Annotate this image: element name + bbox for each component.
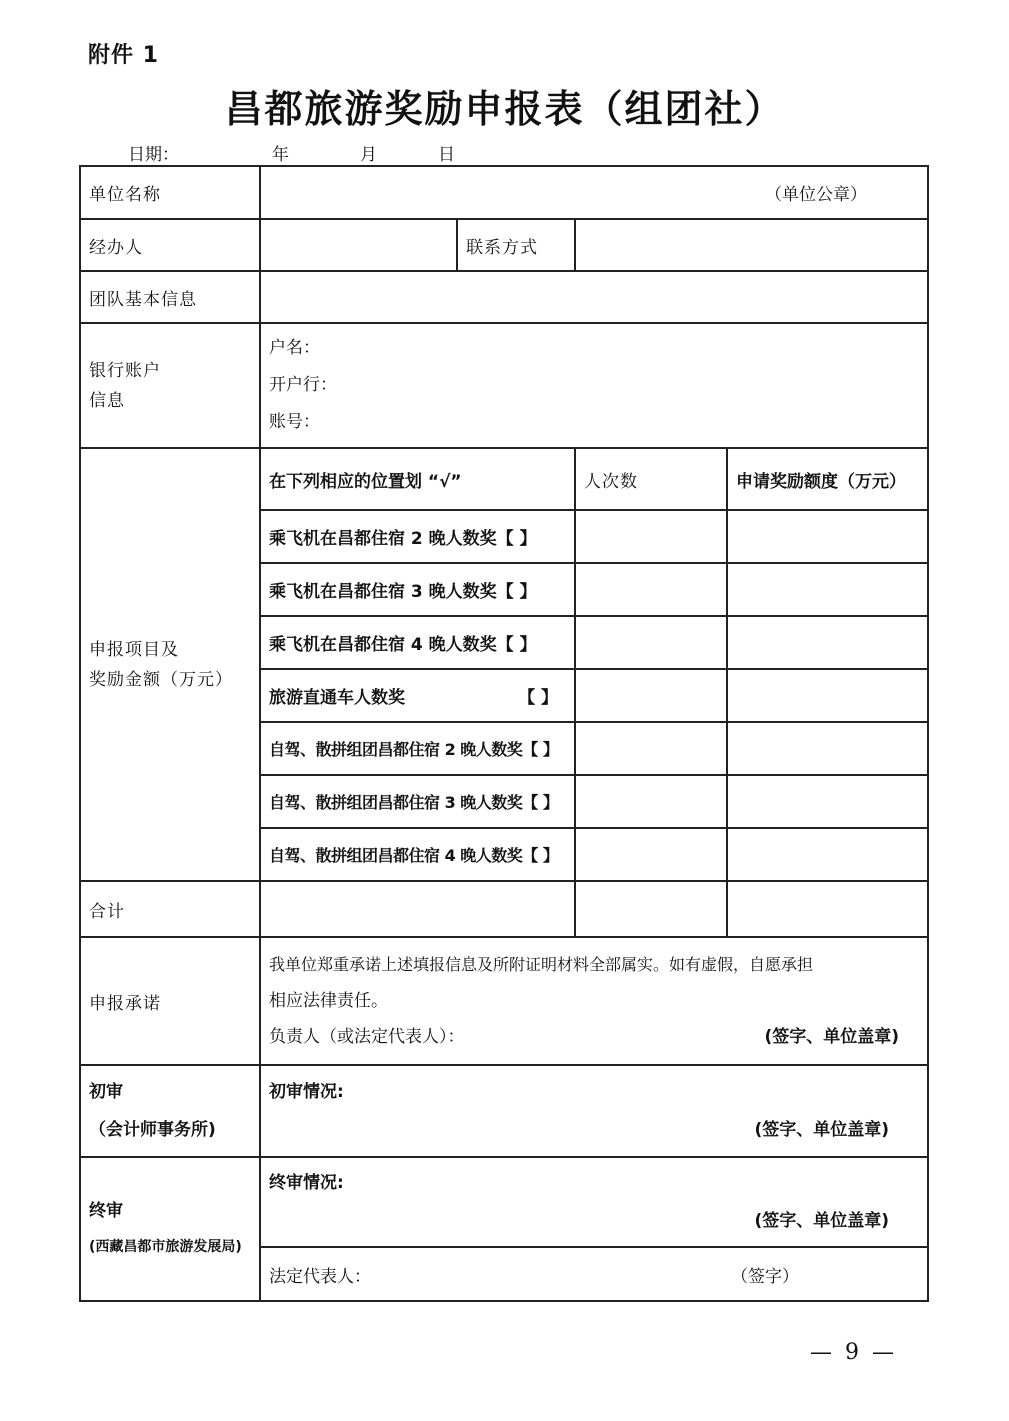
date-month-label: 月 bbox=[360, 145, 377, 165]
date-day-label: 日 bbox=[438, 145, 455, 165]
first-review-row bbox=[80, 1065, 928, 1157]
team-row bbox=[80, 271, 928, 323]
bank-info-field[interactable] bbox=[260, 323, 928, 448]
bank-label-line1: 银行账户 bbox=[89, 360, 161, 381]
account-number-label: 账号： bbox=[269, 412, 320, 432]
legal-rep-sign-note: （签字） bbox=[731, 1266, 799, 1287]
team-info-field[interactable] bbox=[260, 271, 928, 323]
award-checkbox[interactable]: 【 】 bbox=[518, 688, 558, 708]
count-field[interactable] bbox=[575, 563, 727, 616]
bank-info-label bbox=[80, 323, 260, 448]
count-field[interactable] bbox=[575, 510, 727, 563]
amount-field[interactable] bbox=[727, 669, 928, 722]
first-review-label-line2: （会计师事务所) bbox=[89, 1120, 216, 1140]
total-row bbox=[80, 881, 928, 937]
pledge-content bbox=[260, 937, 928, 1065]
total-blank[interactable] bbox=[260, 881, 575, 937]
count-field[interactable] bbox=[575, 616, 727, 669]
handler-field[interactable] bbox=[260, 219, 457, 271]
date-year-label: 年 bbox=[272, 145, 289, 165]
amount-field[interactable] bbox=[727, 616, 928, 669]
final-review-status-label: 终审情况: bbox=[269, 1173, 344, 1193]
award-item-name: 自驾、散拼组团昌都住宿 2 晚人数奖 bbox=[269, 740, 523, 759]
award-item[interactable] bbox=[260, 722, 575, 775]
first-review-field[interactable] bbox=[260, 1065, 928, 1157]
bank-name-label: 开户行： bbox=[269, 375, 337, 395]
amount-field[interactable] bbox=[727, 775, 928, 828]
items-label-line2: 奖励金额（万元） bbox=[89, 669, 233, 690]
bank-row bbox=[80, 323, 928, 448]
amount-field[interactable] bbox=[727, 722, 928, 775]
application-form-table bbox=[79, 165, 929, 1302]
award-item-name: 自驾、散拼组团昌都住宿 4 晚人数奖 bbox=[269, 846, 523, 865]
legal-rep-label: 法定代表人： bbox=[269, 1266, 371, 1287]
check-instruction-header: 在下列相应的位置划 “√” bbox=[260, 448, 575, 510]
first-review-sign-note: (签字、单位盖章) bbox=[754, 1120, 889, 1140]
pledge-row bbox=[80, 937, 928, 1065]
award-checkbox[interactable]: 【 】 bbox=[522, 740, 559, 759]
team-info-label: 团队基本信息 bbox=[80, 271, 260, 323]
pledge-sign-note: (签字、单位盖章) bbox=[764, 1027, 899, 1047]
total-count-field[interactable] bbox=[575, 881, 727, 937]
total-label: 合计 bbox=[80, 881, 260, 937]
contact-label: 联系方式 bbox=[457, 219, 575, 271]
award-item[interactable] bbox=[260, 510, 575, 563]
items-header-row bbox=[80, 448, 928, 510]
items-section-label bbox=[80, 448, 260, 881]
award-checkbox[interactable]: 【 】 bbox=[522, 793, 559, 812]
award-item-name: 旅游直通车人数奖 bbox=[269, 688, 405, 708]
bank-label-line2: 信息 bbox=[89, 390, 125, 411]
attachment-label: 附件 1 bbox=[88, 43, 159, 68]
handler-row bbox=[80, 219, 928, 271]
count-header: 人次数 bbox=[575, 448, 727, 510]
contact-field[interactable] bbox=[575, 219, 928, 271]
first-review-label-line1: 初审 bbox=[89, 1082, 123, 1102]
award-item[interactable] bbox=[260, 669, 575, 722]
award-checkbox[interactable]: 【 】 bbox=[522, 846, 559, 865]
count-field[interactable] bbox=[575, 669, 727, 722]
first-review-status-label: 初审情况: bbox=[269, 1082, 344, 1102]
amount-field[interactable] bbox=[727, 828, 928, 881]
award-item-name: 乘飞机在昌都住宿 4 晚人数奖 bbox=[269, 635, 497, 655]
final-review-label bbox=[80, 1157, 260, 1301]
award-checkbox[interactable]: 【 】 bbox=[496, 635, 537, 655]
award-item[interactable] bbox=[260, 775, 575, 828]
award-item-name: 自驾、散拼组团昌都住宿 3 晚人数奖 bbox=[269, 793, 523, 812]
pledge-text-line1: 我单位郑重承诺上述填报信息及所附证明材料全部属实。如有虚假，自愿承担 bbox=[269, 955, 814, 974]
count-field[interactable] bbox=[575, 828, 727, 881]
award-checkbox[interactable]: 【 】 bbox=[496, 529, 537, 549]
unit-row bbox=[80, 166, 928, 219]
pledge-label: 申报承诺 bbox=[80, 937, 260, 1065]
total-amount-field[interactable] bbox=[727, 881, 928, 937]
page-title: 昌都旅游奖励申报表（组团社） bbox=[224, 86, 785, 131]
amount-header: 申请奖励额度（万元） bbox=[727, 448, 928, 510]
date-label: 日期： bbox=[128, 145, 179, 165]
pledge-text-line2: 相应法律责任。 bbox=[269, 991, 388, 1011]
final-review-sign-note: (签字、单位盖章) bbox=[754, 1211, 889, 1231]
pledge-signer-line bbox=[269, 1019, 919, 1055]
final-review-label-line2: (西藏昌都市旅游发展局) bbox=[89, 1239, 242, 1255]
final-review-field[interactable] bbox=[260, 1157, 928, 1247]
unit-seal-note: （单位公章） bbox=[765, 185, 867, 205]
final-review-row bbox=[80, 1157, 928, 1247]
award-item-name: 乘飞机在昌都住宿 3 晚人数奖 bbox=[269, 582, 497, 602]
award-item-name: 乘飞机在昌都住宿 2 晚人数奖 bbox=[269, 529, 497, 549]
amount-field[interactable] bbox=[727, 563, 928, 616]
award-item[interactable] bbox=[260, 563, 575, 616]
count-field[interactable] bbox=[575, 722, 727, 775]
award-item[interactable] bbox=[260, 828, 575, 881]
account-name-label: 户名： bbox=[269, 338, 320, 358]
award-checkbox[interactable]: 【 】 bbox=[496, 582, 537, 602]
count-field[interactable] bbox=[575, 775, 727, 828]
award-item[interactable] bbox=[260, 616, 575, 669]
unit-name-field[interactable] bbox=[260, 166, 928, 219]
page-number: — 9 — bbox=[810, 1340, 897, 1365]
unit-name-label: 单位名称 bbox=[80, 166, 260, 219]
legal-rep-field[interactable] bbox=[260, 1247, 928, 1301]
final-review-label-line1: 终审 bbox=[89, 1201, 123, 1221]
items-label-line1: 申报项目及 bbox=[89, 639, 179, 660]
amount-field[interactable] bbox=[727, 510, 928, 563]
handler-label: 经办人 bbox=[80, 219, 260, 271]
pledge-signer-label: 负责人（或法定代表人）： bbox=[269, 1027, 465, 1047]
first-review-label bbox=[80, 1065, 260, 1157]
